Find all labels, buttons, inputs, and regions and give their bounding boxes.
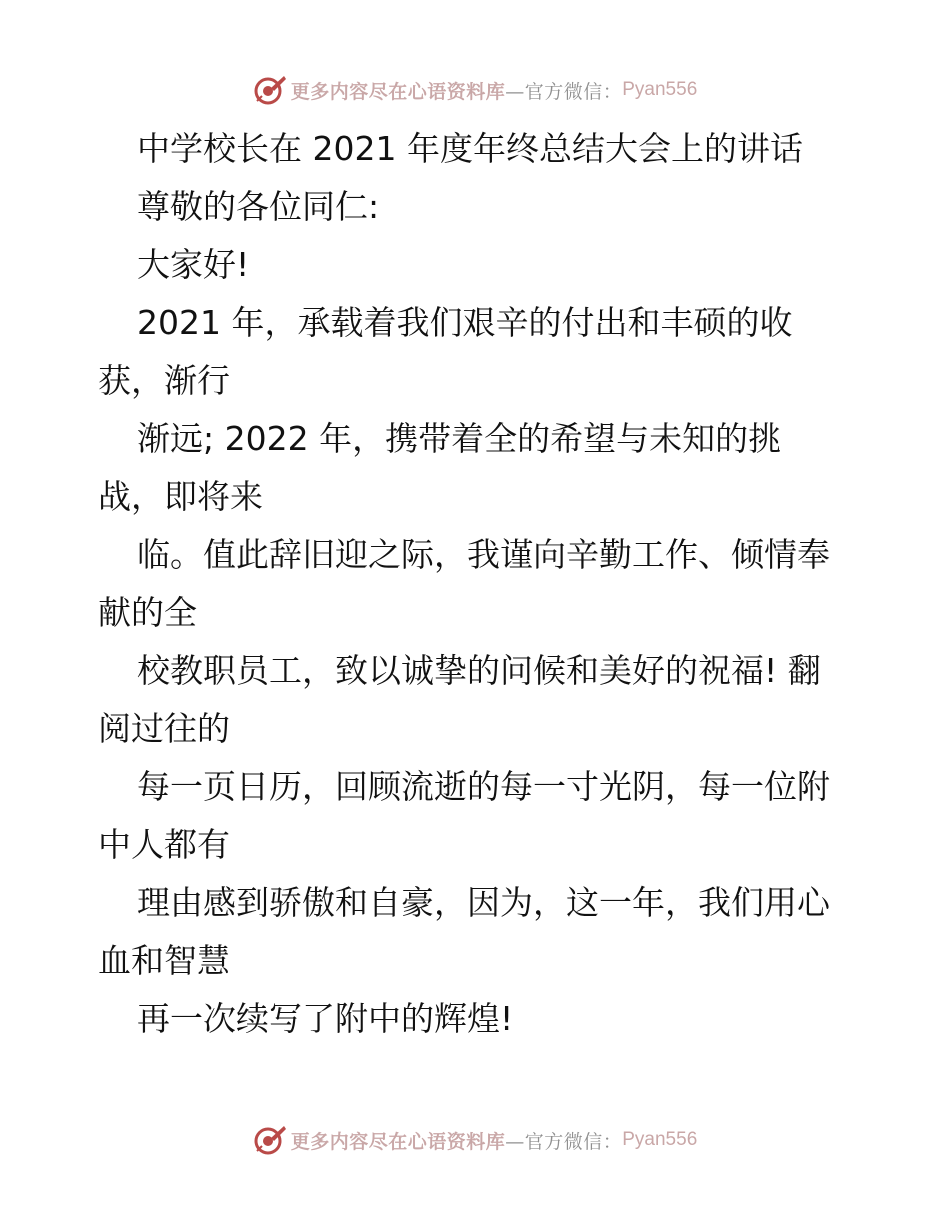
paragraph-line: 渐远; 2022 年，携带着全的希望与未知的挑	[137, 419, 782, 458]
header-banner	[0, 70, 950, 110]
paragraph-line: 理由感到骄傲和自豪，因为，这一年，我们用心	[137, 883, 830, 922]
paragraph-line: 阅过往的	[98, 709, 230, 748]
document-body	[0, 120, 950, 1048]
brand-logo-icon	[253, 73, 287, 107]
banner-wechat-id: Pyan556	[622, 79, 698, 100]
paragraph-line: 临。值此辞旧迎之际，我谨向辛勤工作、倾情奉	[137, 535, 830, 574]
paragraph-line: 战，即将来	[98, 477, 263, 516]
paragraph-line: 再一次续写了附中的辉煌!	[137, 999, 514, 1038]
salutation: 尊敬的各位同仁:	[137, 187, 380, 226]
brand-logo-icon	[253, 1123, 287, 1157]
footer-banner	[0, 1120, 950, 1160]
paragraph-line: 2021 年，承载着我们艰辛的付出和丰硕的收	[137, 303, 793, 342]
paragraph-line: 献的全	[98, 593, 197, 632]
paragraph-line: 每一页日历，回顾流逝的每一寸光阴，每一位附	[137, 767, 830, 806]
paragraph-line: 获，渐行	[98, 361, 230, 400]
paragraph-line: 中人都有	[98, 825, 230, 864]
banner-wechat-id: Pyan556	[622, 1129, 698, 1150]
paragraph-line: 血和智慧	[98, 941, 230, 980]
document-title: 中学校长在 2021 年度年终总结大会上的讲话	[137, 129, 803, 168]
greeting: 大家好!	[137, 245, 250, 284]
banner-contact-text: —官方微信：	[505, 80, 623, 103]
banner-brand-text: 更多内容尽在心语资料库	[290, 80, 506, 103]
paragraph-line: 校教职员工，致以诚挚的问候和美好的祝福! 翻	[137, 651, 821, 690]
banner-contact-text: —官方微信：	[505, 1130, 623, 1153]
banner-brand-text: 更多内容尽在心语资料库	[290, 1130, 506, 1153]
